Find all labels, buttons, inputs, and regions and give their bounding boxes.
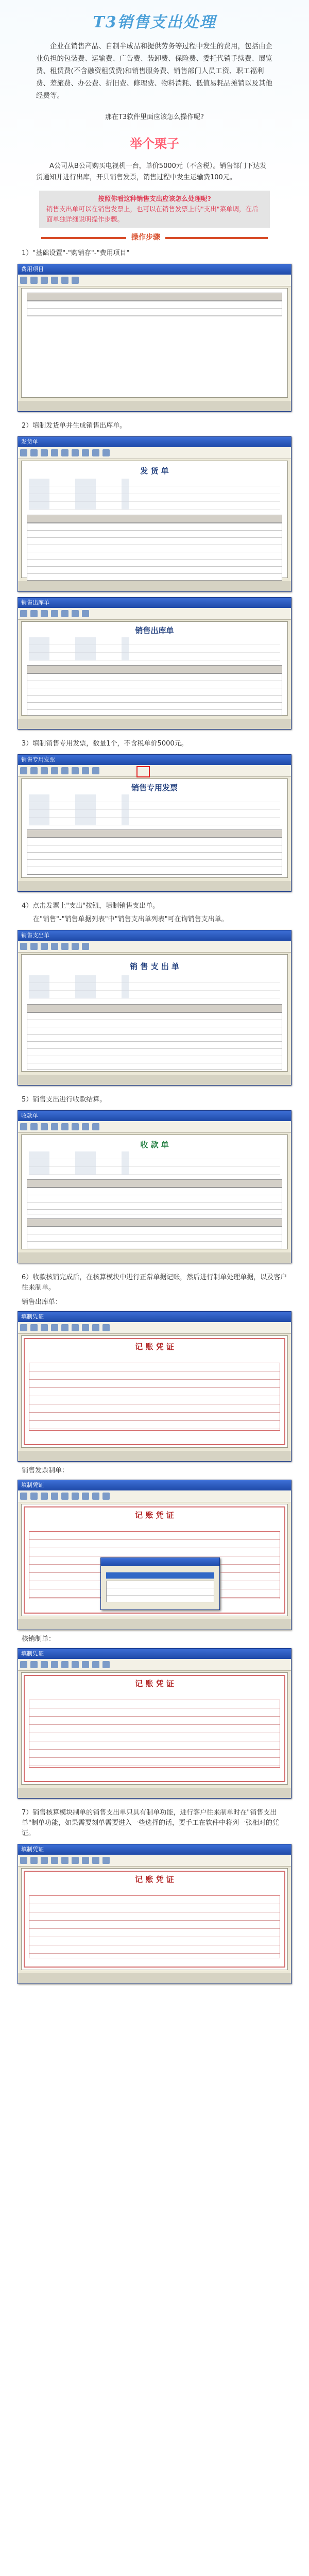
toolbar [18,1322,291,1334]
grid-header [27,293,282,301]
toolbar [18,1490,291,1502]
status-bar [18,1252,291,1263]
tip-heading: 按照你看这种销售支出应该怎么处理呢? [98,195,211,202]
delivery-form[interactable] [21,461,288,578]
header-fields[interactable] [29,1151,280,1175]
label-sales-voucher: 销售发票制单： [22,1467,69,1475]
status-bar [18,1075,291,1085]
status-bar [18,719,291,729]
grid-header [27,1004,282,1012]
window-title: 填制凭证 [18,1844,291,1855]
doc-title: 发 货 单 [140,466,169,476]
example-title: 举个栗子 [130,137,179,151]
voucher-grid[interactable] [29,1363,280,1431]
voucher-window-1[interactable] [18,1311,291,1462]
delivery-window[interactable] [18,436,291,592]
invoice-window[interactable] [18,754,291,892]
page-title: T3销售支出处理 [93,13,216,31]
toolbar [18,1855,291,1867]
voucher-window-4[interactable] [18,1844,291,1984]
tip-body: 销售支出单可以在销售发票上，也可以在销售发票上的"支出"菜单调，在后面单独详细说明操作步骤。 [46,205,259,223]
doc-title: 收 款 单 [140,1140,169,1149]
settlement-grid[interactable] [27,1227,282,1248]
status-bar [18,1619,291,1630]
doc-title: 记 账 凭 证 [135,1679,174,1688]
step-1: 1）"基础设置"-"购销存"-"费用项目" [22,249,130,257]
expense-button-highlight[interactable] [136,766,150,777]
voucher-grid[interactable] [29,1700,280,1768]
toolbar [18,1659,291,1671]
step-3: 3）填制销售专用发票，数量1个，不含税单价5000元。 [22,740,188,748]
status-bar [18,401,291,411]
toolbar [18,447,291,459]
doc-title: 记 账 凭 证 [135,1511,174,1520]
voucher-window-2[interactable] [18,1480,291,1630]
doc-title: 记 账 凭 证 [135,1342,174,1351]
item-grid[interactable] [27,523,282,581]
doc-title: 销售出库单 [135,626,174,635]
doc-title: 记 账 凭 证 [135,1875,174,1884]
grid-header [27,829,282,838]
status-bar [18,1788,291,1798]
step-6: 6）收款核销完成后，在核算模块中进行正常单据记账，然后进行制单处理单据，以及客户往来制单。 [22,1274,287,1292]
selected-row[interactable] [106,1572,214,1579]
toolbar [18,1121,291,1133]
header-fields[interactable] [29,975,280,998]
toolbar [18,608,291,620]
tip-box [39,191,270,228]
voucher-form[interactable] [21,1335,288,1448]
dialog-window[interactable] [100,1557,220,1610]
toolbar [18,765,291,777]
example-text: A公司从B公司购买电视机一台，单价5000元（不含税）。销售部门下达发货通知并进行出库，开具销售发票，销售过程中发生运输费100元。 [36,162,267,181]
receipt-form[interactable] [21,1134,288,1249]
window-title: 收款单 [18,1111,291,1121]
step-4-detail: 在"销售"-"销售单据列表"中"销售支出单列表"可在询销售支出单。 [33,916,228,923]
label-ship-out-voucher: 销售出库单： [22,1298,62,1306]
grid-header [27,1179,282,1188]
receipt-window[interactable] [18,1110,291,1263]
outbound-form[interactable] [21,621,288,716]
item-grid[interactable] [27,1012,282,1070]
status-bar [18,581,291,591]
header-fields[interactable] [29,637,280,660]
item-grid[interactable] [27,838,282,875]
status-bar [18,1973,291,1984]
window-title: 填制凭证 [18,1312,291,1322]
expense-items-grid[interactable] [21,288,288,398]
window-title: 费用项目 [18,264,291,275]
grid-header [27,1218,282,1227]
step-2: 2）填制发货单并生成销售出库单。 [22,422,127,430]
window-title: 销售专用发票 [18,755,291,765]
voucher-form[interactable] [21,1868,288,1970]
header-fields[interactable] [29,479,280,510]
doc-title: 销售专用发票 [131,783,178,792]
steps-divider [41,233,268,242]
grid-header [27,515,282,523]
expense-items-window[interactable] [18,264,291,412]
window-title: 发货单 [18,437,291,447]
toolbar [18,941,291,953]
window-title: 销售支出单 [18,930,291,941]
item-grid[interactable] [27,673,282,716]
window-title: 填制凭证 [18,1480,291,1490]
steps-heading: 操作步骤 [126,232,165,242]
voucher-grid[interactable] [29,1895,280,1958]
header-fields[interactable] [29,794,280,825]
expense-doc-form[interactable] [21,954,288,1072]
doc-title: 销 售 支 出 单 [130,962,179,971]
step-4: 4）点击发票上"支出"按钮，填制销售支出单。 [22,902,160,910]
dialog-list[interactable] [106,1581,214,1602]
status-bar [18,881,291,891]
step-7: 7）销售核算模块制单的销售支出单只具有制单功能，进行客户往来制单时在"销售支出单"制单功能，如果需要刻单需要进入一些选择的话，要手工在软件中将列一张相对的凭证。 [22,1809,279,1837]
question-line: 那在T3软件里面应该怎么操作呢? [105,113,204,121]
grid-header [27,665,282,673]
grid-rows [27,301,282,316]
dialog-title-bar [101,1558,219,1566]
invoice-form[interactable] [21,778,288,878]
expense-doc-window[interactable] [18,930,291,1086]
voucher-form[interactable] [21,1672,288,1785]
toolbar [18,275,291,286]
intro-paragraph: 企业在销售产品、自制半成品和提供劳务等过程中发生的费用，包括由企业负担的包装费、运输费、广告费、装卸费、保险费、委托代销手续费、展览费、租赁费(不含融资租赁费)和销售服务费、销售部门人员工资、职工福利费、差旅费、办公费、折旧费、修理费、物料消耗、低值易耗品摊销以及其他经费等。 [36,42,272,100]
window-title: 填制凭证 [18,1649,291,1659]
window-title: 销售出库单 [18,598,291,608]
status-bar [18,1451,291,1461]
voucher-window-3[interactable] [18,1648,291,1799]
label-verify-voucher: 核销制单： [22,1635,56,1643]
step-5: 5）销售支出进行收款结算。 [22,1096,107,1104]
outbound-window[interactable] [18,597,291,730]
receipt-grid[interactable] [27,1188,282,1214]
